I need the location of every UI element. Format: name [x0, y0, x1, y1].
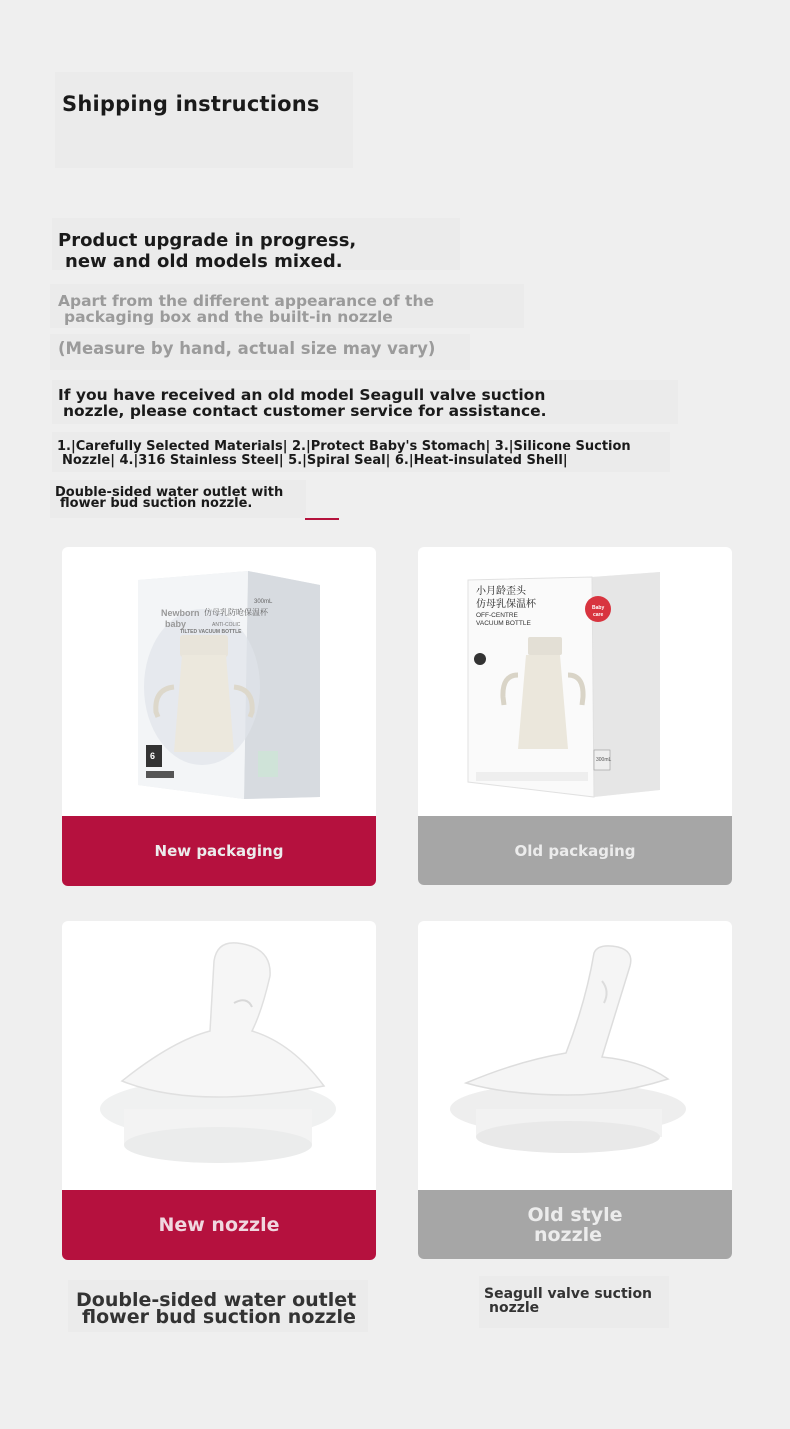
new-nozzle-illustration	[62, 921, 376, 1190]
old-nozzle-caption-line2: nozzle	[489, 1300, 540, 1316]
old-box-brand1: Baby	[592, 605, 605, 611]
old-box-cn2: 仿母乳保温杯	[476, 599, 536, 610]
old-model-note-line2: nozzle, please contact customer service for assistance.	[63, 402, 547, 420]
old-packaging-image	[418, 547, 732, 816]
old-nozzle-caption	[479, 1276, 669, 1328]
new-nozzle-image	[62, 921, 376, 1190]
new-nozzle-caption	[68, 1280, 368, 1332]
new-packaging-image	[62, 547, 376, 816]
new-box-cn-title: 仿母乳防呛保温杯	[204, 608, 268, 617]
double-sided-note-line2: flower bud suction nozzle.	[60, 496, 253, 511]
new-box-en1: ANTI-COLIC	[212, 622, 241, 628]
new-nozzle-label: New nozzle	[158, 1214, 280, 1236]
old-nozzle-illustration	[418, 921, 732, 1190]
features-line1: 1.|Carefully Selected Materials| 2.|Protect Baby's Stomach| 3.|Silicone Suction	[57, 439, 631, 454]
new-packaging-label: New packaging	[154, 842, 284, 860]
old-nozzle-image	[418, 921, 732, 1190]
new-packaging-box-illustration	[62, 547, 376, 816]
old-packaging-label: Old packaging	[514, 841, 636, 860]
upgrade-heading-line1: Product upgrade in progress,	[58, 230, 357, 251]
measure-note: (Measure by hand, actual size may vary)	[50, 334, 470, 370]
new-box-brand-line2: baby	[165, 619, 187, 629]
old-nozzle-label-bar	[418, 1190, 732, 1259]
page-title: Shipping instructions	[62, 92, 320, 116]
old-box-volume: 300mL	[596, 757, 612, 763]
page-title-block	[55, 72, 353, 168]
double-sided-note	[50, 480, 306, 518]
old-box-brand2: care	[593, 612, 604, 618]
new-nozzle-label-bar	[62, 1190, 376, 1260]
new-box-age: 6	[150, 751, 156, 761]
old-nozzle-label-line2: nozzle	[533, 1223, 603, 1246]
old-box-cn1: 小月龄歪头	[476, 586, 526, 597]
upgrade-heading	[52, 218, 460, 270]
new-nozzle-card	[62, 921, 376, 1260]
features-line2: Nozzle| 4.|316 Stainless Steel| 5.|Spiral Seal| 6.|Heat-insulated Shell|	[62, 453, 568, 468]
appearance-note-line1: Apart from the different appearance of the	[58, 292, 435, 310]
new-box-brand-line1: Newborn	[161, 608, 200, 618]
upgrade-heading-line2: new and old models mixed.	[65, 251, 343, 272]
double-sided-note-line1: Double-sided water outlet with	[55, 485, 284, 500]
old-model-note	[52, 380, 678, 424]
old-model-note-line1: If you have received an old model Seagull valve suction	[58, 386, 546, 404]
new-packaging-card	[62, 547, 376, 886]
old-nozzle-label-line1: Old style	[527, 1203, 623, 1226]
new-nozzle-caption-line2: flower bud suction nozzle	[82, 1306, 356, 1328]
old-packaging-box-illustration	[418, 547, 732, 816]
new-packaging-label-bar	[62, 816, 376, 886]
new-box-volume: 300mL	[254, 599, 273, 605]
old-packaging-label-bar	[418, 816, 732, 885]
appearance-note-line2: packaging box and the built-in nozzle	[64, 308, 393, 326]
accent-underline	[305, 518, 339, 520]
new-nozzle-caption-line1: Double-sided water outlet	[76, 1289, 357, 1311]
appearance-note	[50, 284, 524, 328]
old-nozzle-caption-line1: Seagull valve suction	[484, 1286, 653, 1302]
features-list	[52, 432, 670, 472]
old-box-en1: OFF-CENTRE	[476, 612, 518, 619]
new-box-en2: TILTED VACUUM BOTTLE	[180, 629, 242, 635]
old-box-en2: VACUUM BOTTLE	[476, 620, 531, 627]
old-packaging-card	[418, 547, 732, 885]
old-nozzle-card	[418, 921, 732, 1259]
